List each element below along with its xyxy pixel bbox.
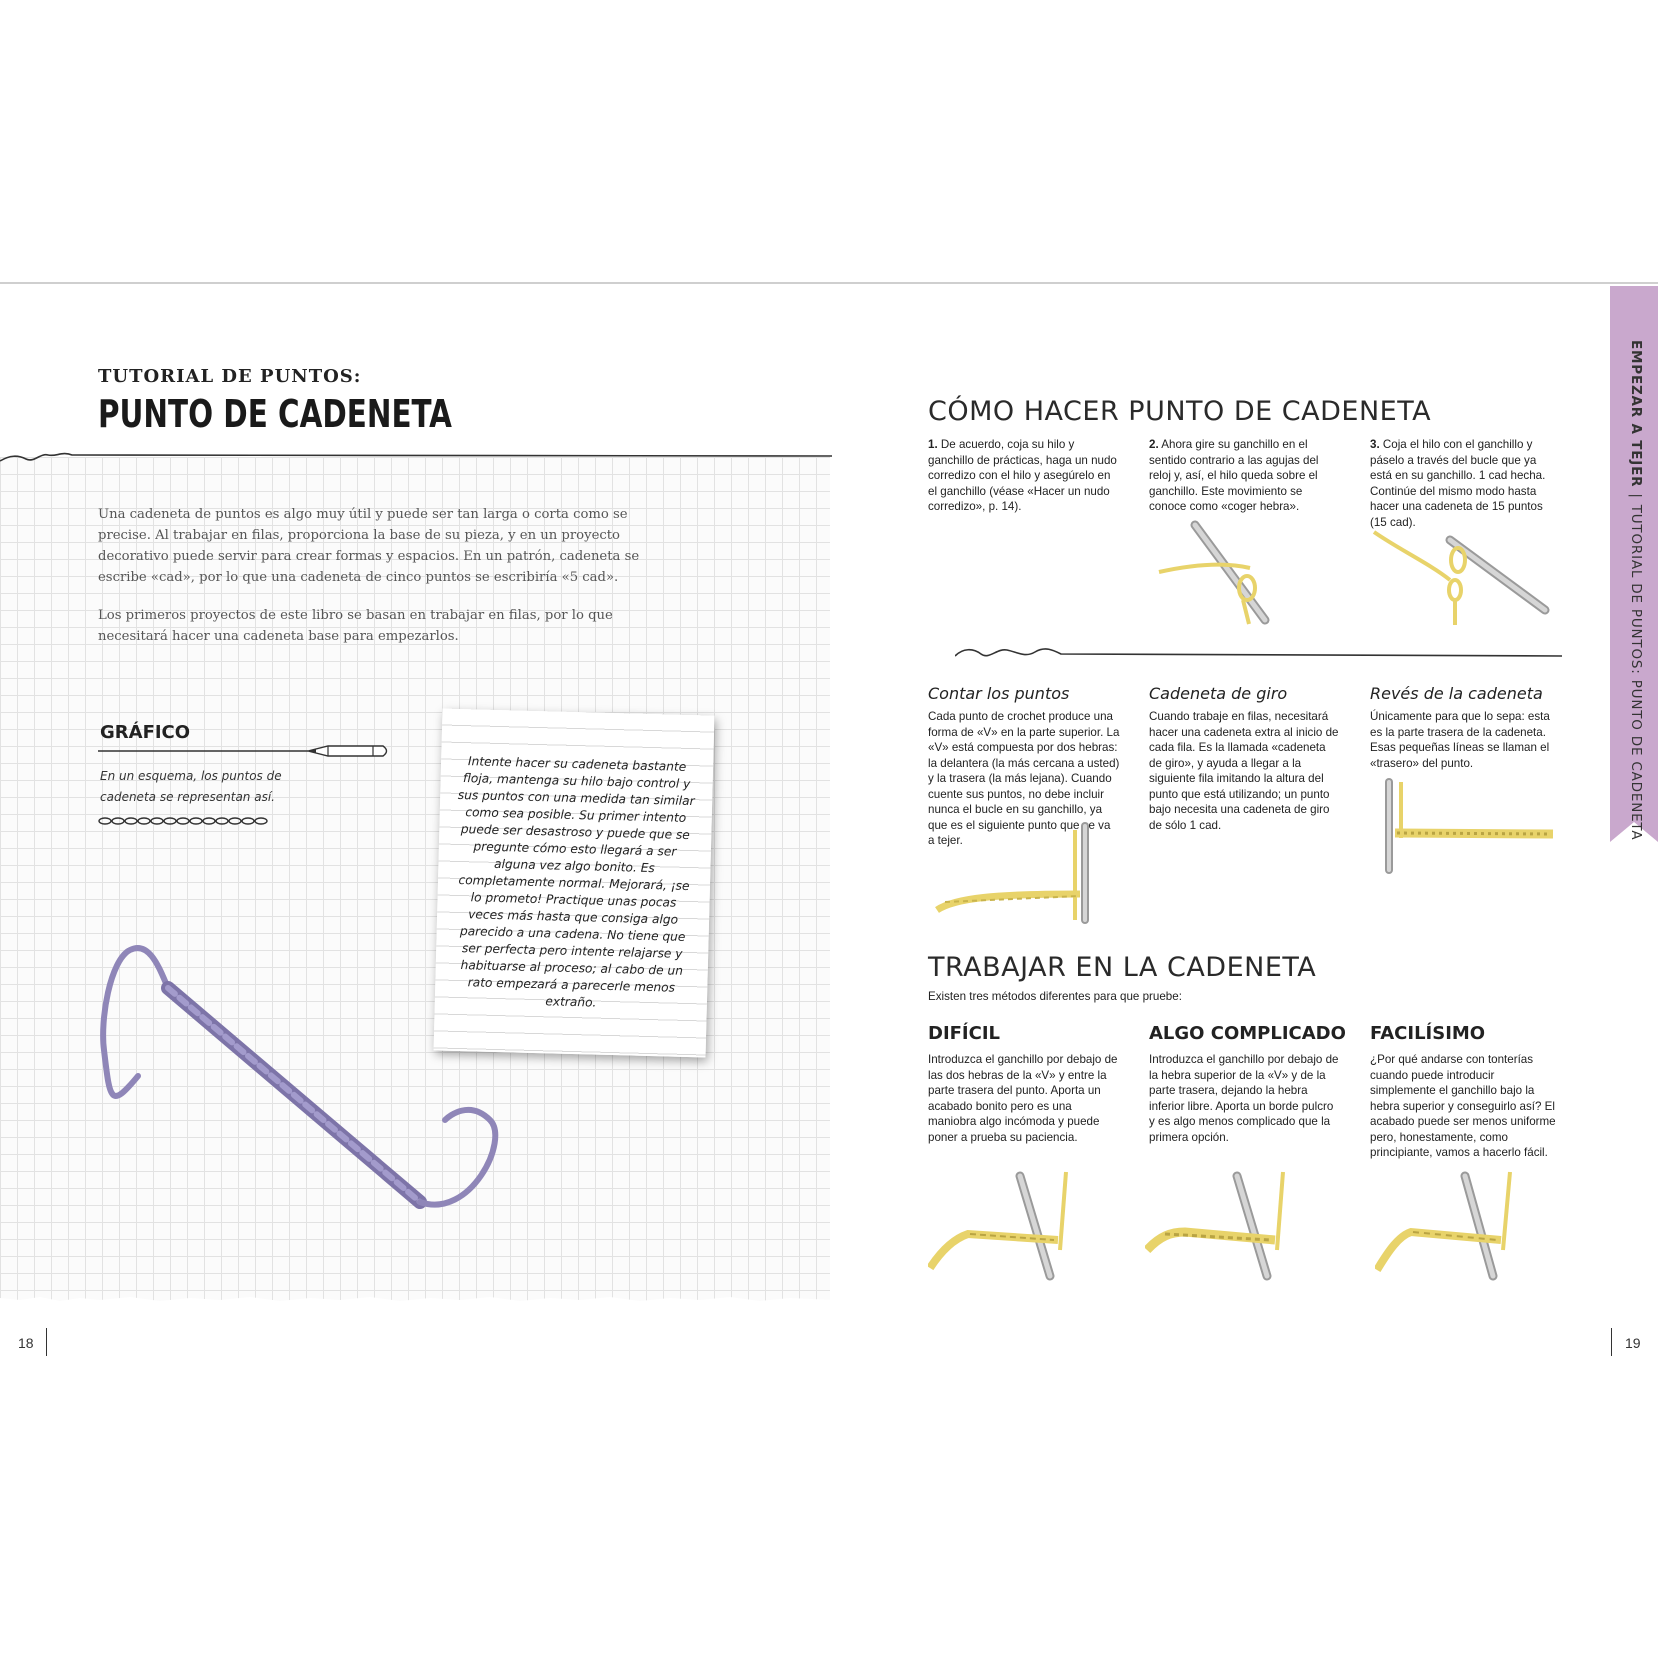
- heading-como-hacer: CÓMO HACER PUNTO DE CADENETA: [928, 396, 1432, 427]
- intro-paragraph-1: Una cadeneta de puntos es algo muy útil y puede ser tan larga o corta como se precise. Al trabajar en filas, proporciona la base de su pieza, y en un proyecto decorativo puede servir para crear formas y espacios. En un patrón, cadeneta se escribe «cad», por lo que una cadeneta de cinco puntos se escribiría «5 cad».: [98, 507, 640, 585]
- method-text-dificil: Introduzca el ganchillo por debajo de las dos hebras de la «V» y entre la parte trasera del punto. Aporta un acabado bonito pero es una maniobra algo incómoda y puede poner a prueba su paciencia.: [928, 1053, 1118, 1144]
- tip-title-contar: Contar los puntos: [928, 684, 1070, 703]
- counting-stitches-illustration: [935, 822, 1105, 924]
- step-2-hook-illustration: [1155, 520, 1315, 625]
- grafico-title: GRÁFICO: [100, 722, 191, 743]
- graph-paper-wavy-top-edge: [0, 447, 832, 467]
- chain-symbol-icon: [98, 815, 270, 827]
- note-text: Intente hacer su cadeneta bastante floja, mantenga su hilo bajo control y sus puntos con una medida tan similar como sea posible. Su primer intento puede ser desastroso y puede que se pregunte cómo esto llegará a ser alguna vez algo bonito. Es completamente normal. Mejorará, ¡se lo prometo! Practique unas pocas veces más hasta que consiga algo parecido a una cadena. No tiene que ser perfecta pero intente relajarse y habituarse al proceso; al cabo de un rato empezará a parecerle menos extraño.: [457, 754, 695, 1010]
- method-title-algo-complicado: ALGO COMPLICADO: [1149, 1023, 1346, 1044]
- section-divider-wavy-line: [955, 642, 1562, 664]
- intro-paragraph-2: Los primeros proyectos de este libro se basan en trabajar en filas, por lo que necesitará hacer una cadeneta base para empezarlos.: [98, 608, 613, 644]
- step-3: 3. Coja el hilo con el ganchillo y páselo a través del bucle que ya está en su ganchillo. 1 cad hecha. Continúe del mismo modo hasta hacer una cadeneta de 15 puntos (15 cad).: [1370, 438, 1546, 529]
- tip-title-giro: Cadeneta de giro: [1149, 684, 1288, 703]
- method-title-dificil: DIFÍCIL: [928, 1023, 1001, 1044]
- tip-title-reves: Revés de la cadeneta: [1370, 684, 1543, 703]
- trabajar-intro: Existen tres métodos diferentes para que pruebe:: [928, 990, 1182, 1003]
- method-dificil-illustration: [928, 1170, 1078, 1282]
- step-2: 2. Ahora gire su ganchillo en el sentido contrario a las agujas del reloj y, así, el hilo queda sobre el ganchillo. Este movimiento se conoce como «coger hebra».: [1149, 438, 1319, 513]
- handwritten-note-card: [434, 708, 715, 1057]
- kicker-title: TUTORIAL DE PUNTOS:: [98, 366, 362, 387]
- page-number-left-rule: [46, 1328, 47, 1356]
- method-facilisimo-illustration: [1375, 1170, 1525, 1282]
- tip-text-giro: Cuando trabaje en filas, necesitará hacer una cadeneta extra al inicio de cada fila. Es la llamada «cadeneta de giro», y ayuda a llegar a la siguiente fila imitando la altura del punto que está utilizando; un punto bajo necesita una cadeneta de giro de sólo 1 cad.: [1149, 710, 1339, 832]
- page-number-right-rule: [1611, 1328, 1612, 1356]
- method-algo-complicado-illustration: [1145, 1170, 1295, 1282]
- page-title: PUNTO DE CADENETA: [98, 392, 452, 436]
- back-of-chain-illustration: [1375, 778, 1555, 878]
- tip-text-contar: Cada punto de crochet produce una forma de «V» en la parte superior. La «V» está compuesta por dos hebras: la delantera (la más cercana a usted) y la trasera (la más lejana). Cuando cuente sus puntos, no debe incluir nunca el bucle en su ganchillo, ya que es el siguiente punto que se va a tejer.: [928, 710, 1120, 847]
- page-number-right: 19: [1625, 1335, 1641, 1351]
- step-3-hook-illustration: [1370, 520, 1550, 630]
- pencil-underline-icon: [98, 742, 394, 758]
- method-text-algo-complicado: Introduzca el ganchillo por debajo de la hebra superior de la «V» y de la parte trasera, dejando la hebra inferior libre. Aporta un borde pulcro y es algo menos complicado que la primera opción.: [1149, 1053, 1339, 1144]
- spread-top-border: [0, 282, 1658, 284]
- step-1: 1. De acuerdo, coja su hilo y ganchillo de prácticas, haga un nudo corredizo con el hilo y asegúrelo en el ganchillo (véase «Hacer un nudo corredizo», p. 14).: [928, 438, 1117, 513]
- tip-text-reves: Únicamente para que lo sepa: esta es la parte trasera de la cadeneta. Esas pequeñas líneas se llaman el «trasero» del punto.: [1370, 710, 1550, 770]
- method-text-facilisimo: ¿Por qué andarse con tonterías cuando puede introducir simplemente el ganchillo bajo la hebra superior y conseguirlo así? El acabado puede ser menos uniforme pero, honestamente, como principiante, vamos a hacerlo fácil.: [1370, 1053, 1556, 1159]
- chapter-side-tab-label: EMPEZAR A TEJER|TUTORIAL DE PUNTOS: PUNTO DE CADENETA: [1628, 340, 1644, 841]
- page-number-left: 18: [18, 1335, 34, 1351]
- method-title-facilisimo: FACILÍSIMO: [1370, 1023, 1486, 1044]
- heading-trabajar: TRABAJAR EN LA CADENETA: [928, 952, 1317, 983]
- graph-paper-torn-bottom-edge: [0, 1292, 832, 1312]
- grafico-description: En un esquema, los puntos de cadeneta se representan así.: [100, 769, 282, 804]
